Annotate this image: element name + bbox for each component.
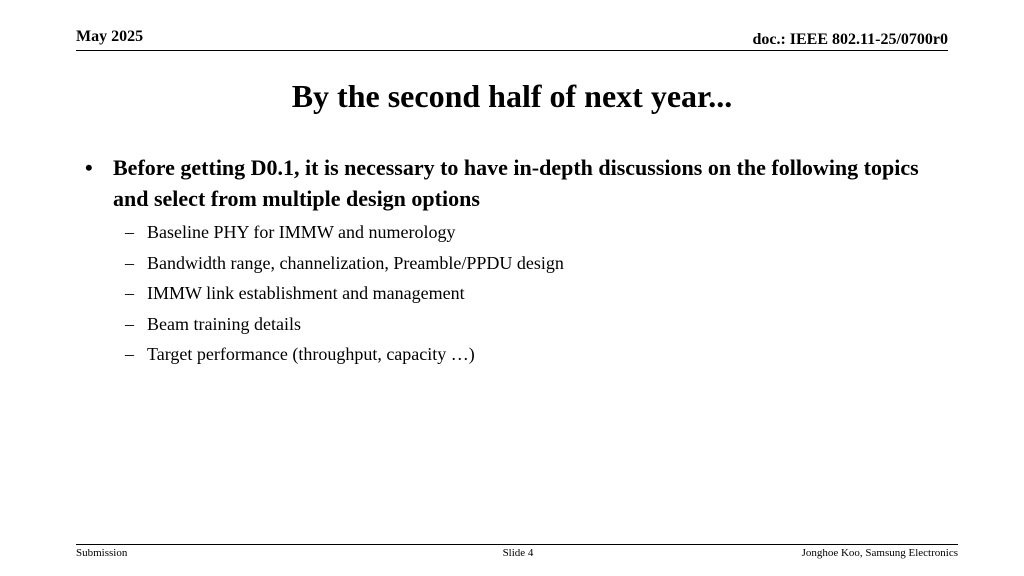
header-doc-id: doc.: IEEE 802.11-25/0700r0 — [752, 31, 948, 48]
header-divider — [76, 50, 948, 51]
footer-slide-number: Slide 4 — [502, 547, 534, 559]
sub-bullet-marker: – — [125, 222, 134, 242]
footer-author: Jonghoe Koo, Samsung Electronics — [801, 547, 958, 559]
sub-bullet-text: Baseline PHY for IMMW and numerology — [147, 222, 456, 242]
sub-bullet-text: Target performance (throughput, capacity …) — [147, 344, 475, 365]
sub-bullet-text: Beam training details — [147, 313, 301, 334]
sub-bullet-item — [85, 278, 925, 309]
sub-bullet-text: IMMW link establishment and management — [147, 283, 465, 304]
slide-title: By the second half of next year... — [291, 78, 733, 114]
sub-bullet-item — [85, 248, 925, 279]
slide-content — [85, 152, 925, 370]
sub-bullet-list — [85, 217, 925, 370]
sub-bullet-item — [85, 309, 925, 340]
footer-divider — [76, 544, 958, 545]
sub-bullet-marker: – — [125, 313, 134, 334]
sub-bullet-item — [85, 217, 925, 248]
bullet-text: Before getting D0.1, it is necessary to have in-depth discussions on the following topics and select from multiple design options — [113, 155, 919, 211]
header-date: May 2025 — [76, 28, 144, 45]
sub-bullet-item — [85, 339, 925, 370]
bullet-item — [85, 152, 925, 214]
sub-bullet-marker: – — [125, 252, 134, 273]
sub-bullet-marker: – — [125, 283, 134, 304]
sub-bullet-marker: – — [125, 344, 134, 365]
footer-submission: Submission — [76, 547, 128, 559]
bullet-marker: • — [85, 155, 93, 180]
sub-bullet-text: Bandwidth range, channelization, Preamble/PPDU design — [147, 252, 564, 273]
